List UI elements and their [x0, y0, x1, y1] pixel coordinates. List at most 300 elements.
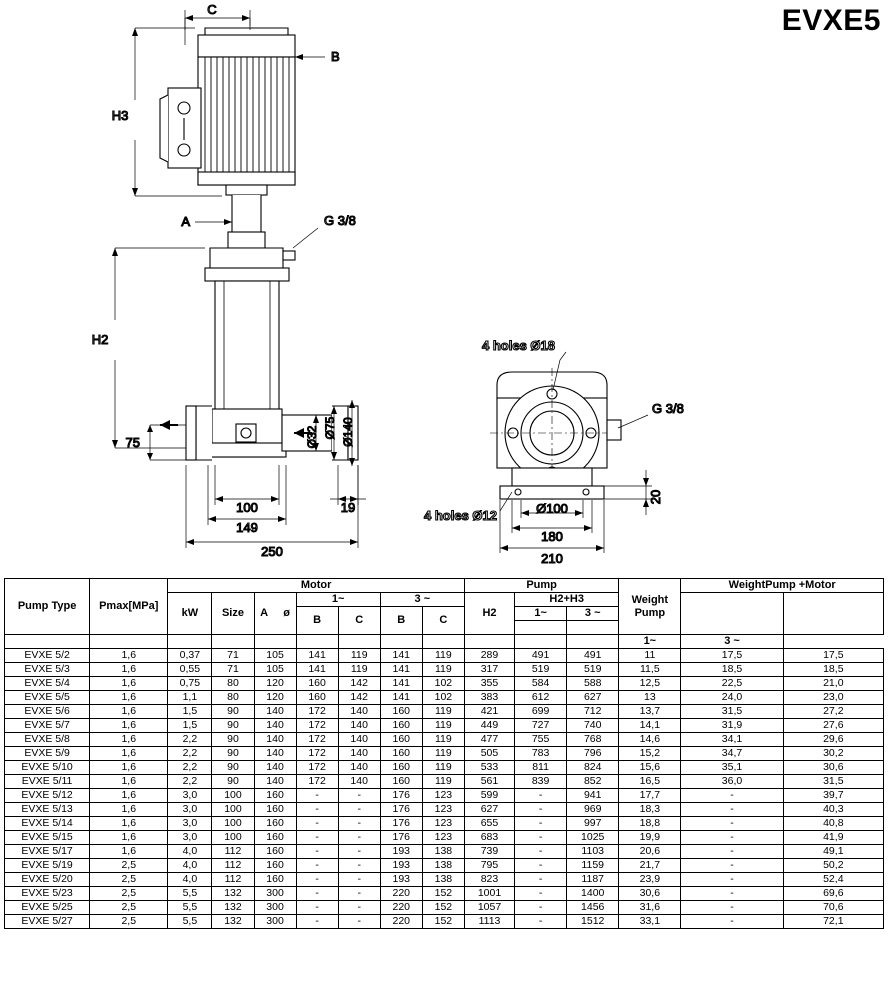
- cell-b1: -: [296, 817, 338, 831]
- cell-wp: 17,7: [619, 789, 681, 803]
- cell-h2h3_1: -: [515, 901, 567, 915]
- cell-kw: 2,2: [168, 733, 212, 747]
- cell-b1: -: [296, 831, 338, 845]
- cell-wp: 16,5: [619, 775, 681, 789]
- cell-kw: 0,37: [168, 649, 212, 663]
- cell-b1: 160: [296, 677, 338, 691]
- cell-kw: 5,5: [168, 915, 212, 929]
- cell-wpm3: 40,3: [783, 803, 883, 817]
- cell-kw: 2,2: [168, 775, 212, 789]
- cell-h2: 533: [464, 761, 514, 775]
- cell-pmax: 1,6: [90, 747, 168, 761]
- cell-wp: 14,6: [619, 733, 681, 747]
- cell-h2: 655: [464, 817, 514, 831]
- cell-h2: 561: [464, 775, 514, 789]
- label-180: 180: [541, 529, 563, 544]
- cell-h2: 355: [464, 677, 514, 691]
- cell-b1: -: [296, 803, 338, 817]
- cell-a: 160: [254, 789, 296, 803]
- table-row: [5, 915, 884, 929]
- cell-wpm3: 72,1: [783, 915, 883, 929]
- cell-h2h3_1: 755: [515, 733, 567, 747]
- cell-kw: 3,0: [168, 789, 212, 803]
- cell-h2h3_3: 1400: [567, 887, 619, 901]
- th-spacer-10: [464, 635, 514, 649]
- cell-size: 132: [212, 915, 254, 929]
- cell-b3: 160: [380, 761, 422, 775]
- cell-c1: -: [338, 887, 380, 901]
- cell-wpm3: 21,0: [783, 677, 883, 691]
- cell-a: 105: [254, 663, 296, 677]
- cell-type: EVXE 5/8: [5, 733, 90, 747]
- cell-kw: 4,0: [168, 859, 212, 873]
- cell-kw: 2,2: [168, 761, 212, 775]
- table-row: [5, 691, 884, 705]
- cell-a: 140: [254, 775, 296, 789]
- cell-type: EVXE 5/5: [5, 691, 90, 705]
- cell-h2h3_3: 1512: [567, 915, 619, 929]
- th-kw: kW: [168, 593, 212, 635]
- cell-c3: 119: [422, 747, 464, 761]
- cell-size: 90: [212, 747, 254, 761]
- cell-h2h3_3: 588: [567, 677, 619, 691]
- cell-b3: 193: [380, 873, 422, 887]
- cell-c1: -: [338, 915, 380, 929]
- cell-b3: 141: [380, 663, 422, 677]
- th-spacer-2: [90, 635, 168, 649]
- cell-h2h3_3: 740: [567, 719, 619, 733]
- label-4-holes-18: 4 holes Ø18: [482, 338, 555, 353]
- cell-b3: 220: [380, 915, 422, 929]
- cell-wp: 21,7: [619, 859, 681, 873]
- cell-pmax: 2,5: [90, 859, 168, 873]
- table-row: [5, 831, 884, 845]
- th-motor-3ph: 3 ~: [380, 593, 464, 607]
- cell-h2h3_1: -: [515, 789, 567, 803]
- th-h2h3-3ph: 3 ~: [567, 607, 619, 621]
- cell-size: 100: [212, 831, 254, 845]
- cell-b3: 160: [380, 719, 422, 733]
- cell-kw: 3,0: [168, 803, 212, 817]
- label-C: C: [207, 2, 217, 17]
- cell-h2: 1001: [464, 887, 514, 901]
- th-weight-pump: Weight Pump: [619, 579, 681, 635]
- label-d75: Ø75: [323, 416, 337, 440]
- cell-kw: 1,1: [168, 691, 212, 705]
- cell-wpm1: 34,1: [681, 733, 783, 747]
- cell-pmax: 1,6: [90, 691, 168, 705]
- cell-b1: 172: [296, 775, 338, 789]
- table-row: [5, 761, 884, 775]
- label-100: 100: [236, 500, 258, 515]
- cell-b1: 172: [296, 719, 338, 733]
- th-wpm-3ph: 3 ~: [681, 635, 783, 649]
- cell-h2h3_1: 519: [515, 663, 567, 677]
- th-pump-type: Pump Type: [5, 579, 90, 635]
- th-pump: Pump: [464, 579, 618, 593]
- cell-b3: 141: [380, 691, 422, 705]
- label-A: A: [181, 214, 190, 229]
- cell-h2h3_3: 1159: [567, 859, 619, 873]
- cell-c3: 123: [422, 831, 464, 845]
- cell-pmax: 1,6: [90, 803, 168, 817]
- cell-wpm3: 52,4: [783, 873, 883, 887]
- cell-wp: 13,7: [619, 705, 681, 719]
- cell-b3: 141: [380, 649, 422, 663]
- cell-wp: 18,3: [619, 803, 681, 817]
- cell-wpm3: 17,5: [783, 649, 883, 663]
- cell-c3: 102: [422, 677, 464, 691]
- cell-type: EVXE 5/27: [5, 915, 90, 929]
- cell-h2: 383: [464, 691, 514, 705]
- cell-c3: 119: [422, 775, 464, 789]
- cell-c3: 102: [422, 691, 464, 705]
- label-d100: Ø100: [536, 501, 568, 516]
- cell-size: 80: [212, 691, 254, 705]
- cell-size: 112: [212, 859, 254, 873]
- th-spacer-3: [168, 635, 212, 649]
- spec-table: [4, 578, 884, 929]
- cell-wpm3: 27,6: [783, 719, 883, 733]
- cell-b1: -: [296, 901, 338, 915]
- th-spacer-4: [212, 635, 254, 649]
- cell-h2h3_1: -: [515, 831, 567, 845]
- cell-c1: 140: [338, 705, 380, 719]
- cell-size: 100: [212, 803, 254, 817]
- cell-type: EVXE 5/10: [5, 761, 90, 775]
- label-75: 75: [125, 435, 140, 450]
- cell-wpm3: 40,8: [783, 817, 883, 831]
- cell-c1: -: [338, 901, 380, 915]
- cell-b1: 141: [296, 649, 338, 663]
- th-spacer-6: [296, 635, 338, 649]
- cell-h2: 1057: [464, 901, 514, 915]
- cell-pmax: 1,6: [90, 649, 168, 663]
- cell-c3: 119: [422, 761, 464, 775]
- table-row: [5, 663, 884, 677]
- cell-wp: 23,9: [619, 873, 681, 887]
- th-h2h3-1ph: 1~: [515, 607, 567, 621]
- cell-b3: 160: [380, 733, 422, 747]
- label-G38-top: G 3/8: [324, 213, 356, 228]
- label-250: 250: [261, 544, 283, 559]
- cell-kw: 0,75: [168, 677, 212, 691]
- cell-wpm3: 50,2: [783, 859, 883, 873]
- spec-table-body: [5, 649, 884, 929]
- cell-wpm1: 35,1: [681, 761, 783, 775]
- cell-c1: 142: [338, 691, 380, 705]
- th-size: Size: [212, 593, 254, 635]
- cell-size: 90: [212, 719, 254, 733]
- th-wpm-blank: [681, 593, 783, 635]
- cell-h2: 449: [464, 719, 514, 733]
- label-4-holes-12: 4 holes Ø12: [424, 508, 497, 523]
- cell-kw: 3,0: [168, 817, 212, 831]
- cell-wp: 18,8: [619, 817, 681, 831]
- table-row: [5, 817, 884, 831]
- cell-type: EVXE 5/17: [5, 845, 90, 859]
- cell-b1: -: [296, 887, 338, 901]
- table-row: [5, 775, 884, 789]
- cell-wpm1: 18,5: [681, 663, 783, 677]
- cell-c1: -: [338, 873, 380, 887]
- spec-table-wrapper: [4, 578, 884, 929]
- cell-size: 71: [212, 663, 254, 677]
- cell-h2: 599: [464, 789, 514, 803]
- table-row: [5, 901, 884, 915]
- cell-a: 160: [254, 831, 296, 845]
- cell-h2h3_3: 519: [567, 663, 619, 677]
- cell-h2: 505: [464, 747, 514, 761]
- cell-b3: 160: [380, 775, 422, 789]
- cell-a: 140: [254, 705, 296, 719]
- cell-wpm1: -: [681, 831, 783, 845]
- cell-h2h3_1: 612: [515, 691, 567, 705]
- cell-h2h3_1: -: [515, 859, 567, 873]
- cell-wpm3: 29,6: [783, 733, 883, 747]
- cell-wp: 30,6: [619, 887, 681, 901]
- cell-wp: 12,5: [619, 677, 681, 691]
- cell-type: EVXE 5/12: [5, 789, 90, 803]
- cell-a: 160: [254, 859, 296, 873]
- cell-b1: -: [296, 915, 338, 929]
- cell-a: 120: [254, 677, 296, 691]
- cell-wpm1: 31,9: [681, 719, 783, 733]
- cell-c1: -: [338, 859, 380, 873]
- cell-a: 120: [254, 691, 296, 705]
- cell-size: 112: [212, 873, 254, 887]
- cell-pmax: 1,6: [90, 845, 168, 859]
- cell-b3: 220: [380, 901, 422, 915]
- cell-b3: 176: [380, 789, 422, 803]
- cell-kw: 1,5: [168, 705, 212, 719]
- cell-size: 90: [212, 733, 254, 747]
- table-row: [5, 873, 884, 887]
- label-20: 20: [648, 489, 663, 505]
- cell-wpm3: 27,2: [783, 705, 883, 719]
- cell-type: EVXE 5/2: [5, 649, 90, 663]
- th-a-phi: A ø: [254, 593, 296, 635]
- cell-wpm1: -: [681, 859, 783, 873]
- cell-size: 90: [212, 705, 254, 719]
- th-spacer-1: [5, 635, 90, 649]
- cell-wp: 15,6: [619, 761, 681, 775]
- cell-b1: 172: [296, 747, 338, 761]
- cell-wpm1: -: [681, 901, 783, 915]
- cell-wpm1: -: [681, 803, 783, 817]
- cell-wpm3: 31,5: [783, 775, 883, 789]
- cell-h2h3_1: -: [515, 845, 567, 859]
- table-row: [5, 845, 884, 859]
- cell-type: EVXE 5/11: [5, 775, 90, 789]
- cell-c3: 152: [422, 901, 464, 915]
- table-row: [5, 705, 884, 719]
- cell-h2: 795: [464, 859, 514, 873]
- cell-h2h3_1: 783: [515, 747, 567, 761]
- label-d140: Ø140: [341, 417, 355, 447]
- cell-pmax: 1,6: [90, 663, 168, 677]
- cell-pmax: 1,6: [90, 775, 168, 789]
- cell-wp: 31,6: [619, 901, 681, 915]
- th-motor-1ph: 1~: [296, 593, 380, 607]
- table-row: [5, 859, 884, 873]
- table-row: [5, 887, 884, 901]
- cell-wpm1: 22,5: [681, 677, 783, 691]
- cell-h2h3_3: 712: [567, 705, 619, 719]
- th-spacer-8: [380, 635, 422, 649]
- cell-wpm1: 34,7: [681, 747, 783, 761]
- cell-pmax: 1,6: [90, 677, 168, 691]
- cell-a: 140: [254, 733, 296, 747]
- cell-type: EVXE 5/9: [5, 747, 90, 761]
- cell-b3: 193: [380, 859, 422, 873]
- cell-c1: 119: [338, 649, 380, 663]
- cell-wpm3: 70,6: [783, 901, 883, 915]
- table-row: [5, 677, 884, 691]
- cell-wp: 13: [619, 691, 681, 705]
- cell-wpm3: 69,6: [783, 887, 883, 901]
- cell-h2: 627: [464, 803, 514, 817]
- cell-h2h3_3: 824: [567, 761, 619, 775]
- cell-pmax: 1,6: [90, 817, 168, 831]
- cell-c3: 119: [422, 705, 464, 719]
- cell-wp: 33,1: [619, 915, 681, 929]
- cell-type: EVXE 5/3: [5, 663, 90, 677]
- cell-a: 140: [254, 747, 296, 761]
- cell-kw: 5,5: [168, 887, 212, 901]
- cell-a: 300: [254, 887, 296, 901]
- cell-h2h3_3: 796: [567, 747, 619, 761]
- cell-type: EVXE 5/4: [5, 677, 90, 691]
- cell-h2h3_3: 627: [567, 691, 619, 705]
- cell-wpm1: -: [681, 845, 783, 859]
- cell-pmax: 1,6: [90, 705, 168, 719]
- cell-h2h3_3: 997: [567, 817, 619, 831]
- cell-b1: -: [296, 859, 338, 873]
- cell-wpm3: 39,7: [783, 789, 883, 803]
- th-b-3ph: B: [380, 607, 422, 635]
- cell-pmax: 1,6: [90, 789, 168, 803]
- cell-wpm3: 18,5: [783, 663, 883, 677]
- cell-c3: 119: [422, 649, 464, 663]
- table-row: [5, 803, 884, 817]
- cell-a: 300: [254, 915, 296, 929]
- cell-wpm3: 23,0: [783, 691, 883, 705]
- table-row: [5, 719, 884, 733]
- cell-c3: 152: [422, 887, 464, 901]
- th-h2: H2: [464, 593, 514, 635]
- th-b-1ph: B: [296, 607, 338, 635]
- th-wpm-1ph: 1~: [619, 635, 681, 649]
- cell-pmax: 1,6: [90, 831, 168, 845]
- cell-size: 132: [212, 901, 254, 915]
- cell-b3: 176: [380, 831, 422, 845]
- cell-wpm1: -: [681, 789, 783, 803]
- cell-h2: 477: [464, 733, 514, 747]
- th-wpm-blank2: [783, 593, 883, 635]
- cell-b3: 193: [380, 845, 422, 859]
- cell-h2h3_3: 969: [567, 803, 619, 817]
- th-motor: Motor: [168, 579, 465, 593]
- cell-h2h3_1: -: [515, 803, 567, 817]
- cell-h2h3_1: 491: [515, 649, 567, 663]
- cell-h2: 289: [464, 649, 514, 663]
- cell-kw: 4,0: [168, 873, 212, 887]
- cell-pmax: 2,5: [90, 887, 168, 901]
- cell-wp: 20,6: [619, 845, 681, 859]
- cell-wpm3: 30,2: [783, 747, 883, 761]
- cell-b1: -: [296, 845, 338, 859]
- table-row: [5, 747, 884, 761]
- cell-size: 80: [212, 677, 254, 691]
- cell-type: EVXE 5/25: [5, 901, 90, 915]
- cell-b1: -: [296, 789, 338, 803]
- cell-b1: 172: [296, 733, 338, 747]
- cell-a: 160: [254, 845, 296, 859]
- cell-type: EVXE 5/23: [5, 887, 90, 901]
- cell-c3: 138: [422, 845, 464, 859]
- cell-h2: 683: [464, 831, 514, 845]
- cell-pmax: 1,6: [90, 733, 168, 747]
- cell-pmax: 2,5: [90, 915, 168, 929]
- cell-a: 140: [254, 719, 296, 733]
- cell-wpm1: 36,0: [681, 775, 783, 789]
- cell-type: EVXE 5/13: [5, 803, 90, 817]
- cell-type: EVXE 5/20: [5, 873, 90, 887]
- cell-a: 160: [254, 873, 296, 887]
- cell-c1: 140: [338, 761, 380, 775]
- cell-c3: 123: [422, 817, 464, 831]
- cell-h2h3_3: 768: [567, 733, 619, 747]
- cell-size: 100: [212, 789, 254, 803]
- cell-wpm1: 31,5: [681, 705, 783, 719]
- cell-wp: 15,2: [619, 747, 681, 761]
- cell-type: EVXE 5/14: [5, 817, 90, 831]
- cell-wp: 11,5: [619, 663, 681, 677]
- cell-b3: 160: [380, 705, 422, 719]
- cell-kw: 1,5: [168, 719, 212, 733]
- cell-b3: 176: [380, 803, 422, 817]
- cell-c3: 123: [422, 803, 464, 817]
- cell-kw: 0,55: [168, 663, 212, 677]
- label-19: 19: [340, 500, 356, 515]
- th-spacer-5: [254, 635, 296, 649]
- cell-wp: 11: [619, 649, 681, 663]
- label-d32: Ø32: [305, 425, 319, 449]
- cell-size: 100: [212, 817, 254, 831]
- cell-h2h3_3: 1025: [567, 831, 619, 845]
- cell-size: 90: [212, 775, 254, 789]
- cell-c1: 142: [338, 677, 380, 691]
- cell-b1: 141: [296, 663, 338, 677]
- label-210: 210: [541, 551, 563, 566]
- cell-pmax: 1,6: [90, 719, 168, 733]
- cell-h2h3_1: 839: [515, 775, 567, 789]
- th-c-3ph: C: [422, 607, 464, 635]
- cell-h2h3_1: 727: [515, 719, 567, 733]
- cell-h2h3_1: 584: [515, 677, 567, 691]
- cell-h2: 823: [464, 873, 514, 887]
- th-c-1ph: C: [338, 607, 380, 635]
- cell-c3: 119: [422, 663, 464, 677]
- cell-b1: -: [296, 873, 338, 887]
- cell-h2h3_3: 491: [567, 649, 619, 663]
- cell-h2h3_1: 811: [515, 761, 567, 775]
- cell-c1: -: [338, 845, 380, 859]
- cell-wpm3: 41,9: [783, 831, 883, 845]
- th-spacer-7: [338, 635, 380, 649]
- th-h2h3-1ph-b: [515, 621, 567, 635]
